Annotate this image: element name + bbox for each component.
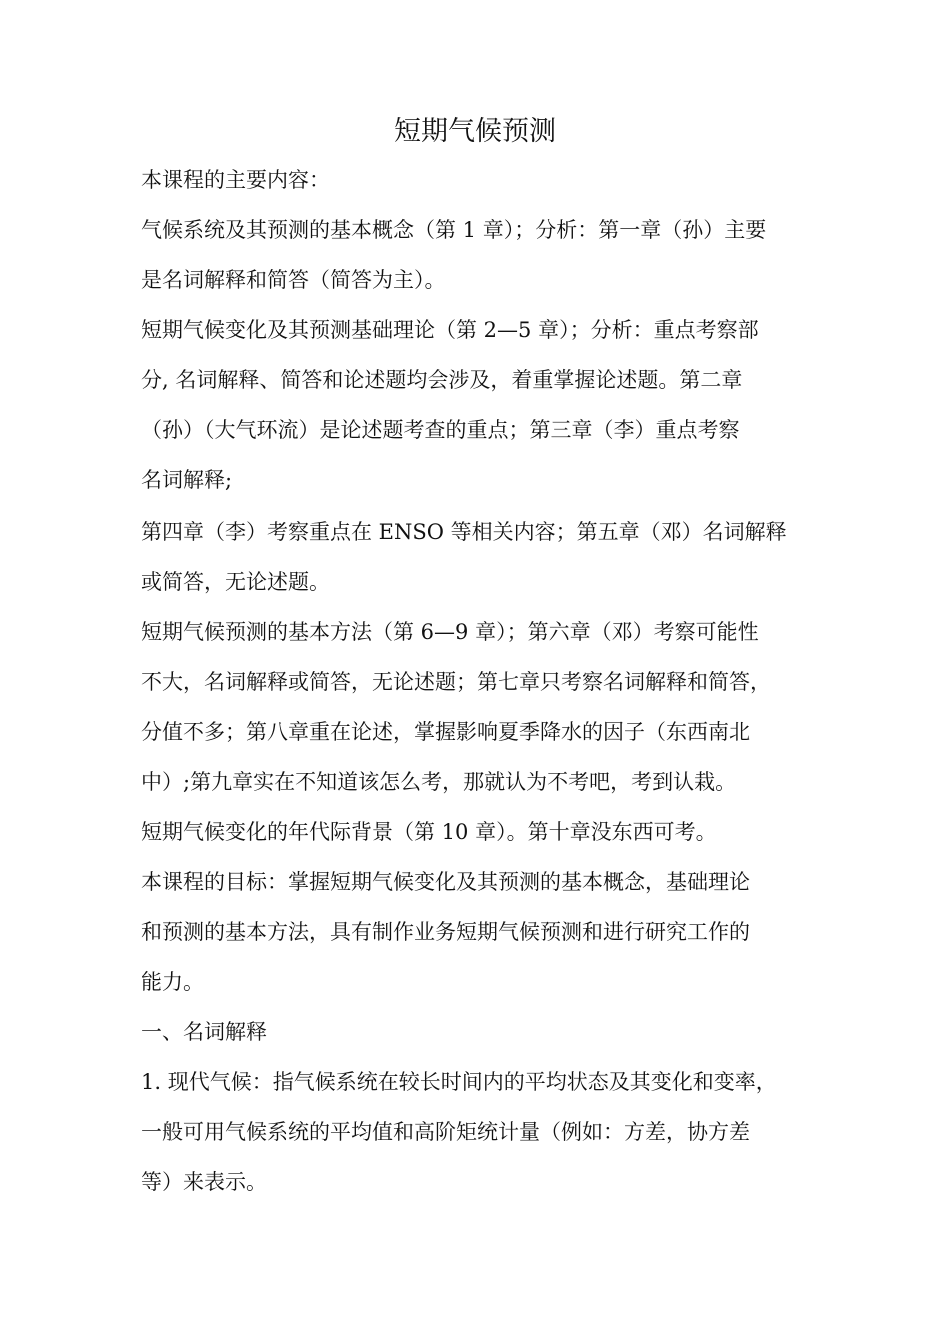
text-line: 能力。 [141, 970, 204, 994]
section-heading: 一、名词解释 [141, 1020, 267, 1044]
text-line: 短期气候变化的年代际背景（第 10 章）。第十章没东西可考。 [141, 820, 717, 844]
text-line: 名词解释; [141, 468, 233, 492]
text-line: 1. 现代气候：指气候系统在较长时间内的平均状态及其变化和变率， [141, 1070, 777, 1094]
text-line: 不大，名词解释或简答，无论述题；第七章只考察名词解释和简答， [141, 670, 771, 694]
text-line: 第四章（李）考察重点在 ENSO 等相关内容；第五章（邓）名词解释 [141, 520, 787, 544]
text-line: 短期气候变化及其预测基础理论（第 2—5 章）；分析：重点考察部 [141, 318, 759, 342]
text-line: 等）来表示。 [141, 1170, 267, 1194]
text-line: 分值不多；第八章重在论述，掌握影响夏季降水的因子（东西南北 [141, 720, 750, 744]
text-line: 是名词解释和简答（简答为主）。 [141, 268, 446, 292]
text-line: 本课程的目标：掌握短期气候变化及其预测的基本概念，基础理论 [141, 870, 750, 894]
text-line: 或简答，无论述题。 [141, 570, 330, 594]
text-line: 气候系统及其预测的基本概念（第 1 章）；分析：第一章（孙）主要 [141, 218, 767, 242]
document-title: 短期气候预测 [394, 116, 556, 147]
intro-heading: 本课程的主要内容： [141, 168, 330, 192]
text-line: 一般可用气候系统的平均值和高阶矩统计量（例如：方差，协方差 [141, 1120, 750, 1144]
text-line: 中）;第九章实在不知道该怎么考，那就认为不考吧，考到认栽。 [141, 770, 737, 794]
text-line: 和预测的基本方法，具有制作业务短期气候预测和进行研究工作的 [141, 920, 750, 944]
text-line: 分, 名词解释、简答和论述题均会涉及，着重掌握论述题。第二章 [141, 368, 743, 392]
text-line: （孙）（大气环流）是论述题考查的重点；第三章（李）重点考察 [141, 418, 740, 442]
text-line: 短期气候预测的基本方法（第 6—9 章）；第六章（邓）考察可能性 [141, 620, 759, 644]
